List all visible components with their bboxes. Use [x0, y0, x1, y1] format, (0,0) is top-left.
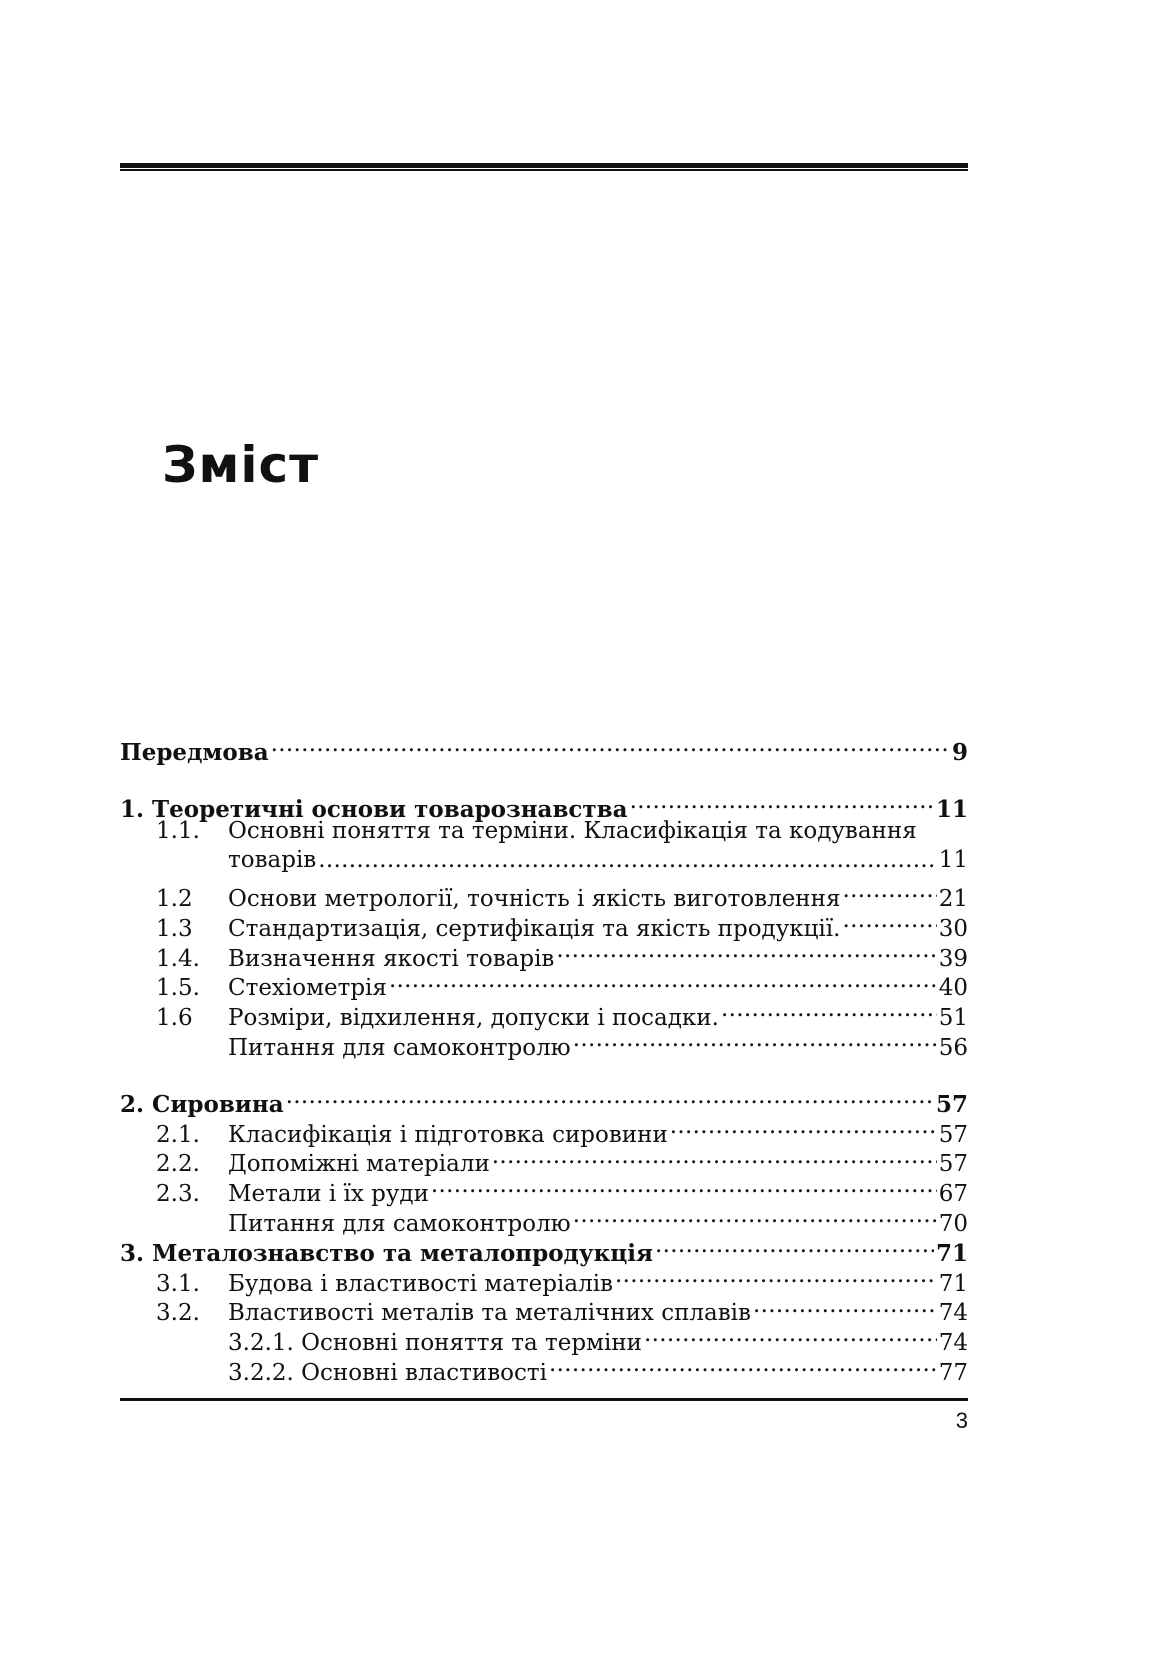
toc-chapter-number: 3. [120, 1239, 145, 1267]
toc-page-number: 57 [938, 1151, 968, 1178]
toc-page-number: 57 [938, 1121, 968, 1148]
toc-section-number: 2.1. [156, 1121, 200, 1148]
toc-section-number: 1.2 [156, 885, 193, 912]
toc-page-number: 40 [938, 975, 968, 1002]
dot-leader [389, 966, 937, 996]
toc-page-number: 9 [951, 738, 968, 766]
toc-page-number: 74 [938, 1300, 968, 1327]
toc-page-number: 74 [938, 1330, 968, 1357]
toc-chapter-title: Металознавство та металопродукція [152, 1239, 653, 1267]
toc-entry-1-1[interactable] [120, 817, 968, 847]
toc-page-number: 11 [935, 795, 968, 823]
toc-section-title: Будова і властивості матеріалів [228, 1270, 614, 1297]
dot-leader [573, 1025, 937, 1055]
toc-section-number: 3.1. [156, 1270, 200, 1297]
dot-leader [615, 1261, 937, 1291]
dot-leader [286, 1082, 934, 1112]
toc-page-number: 71 [938, 1270, 968, 1297]
dot-leader [431, 1171, 937, 1201]
toc-section-title-continued: товарів [228, 847, 317, 874]
toc-section-title: Стандартизація, сертифікація та якість продукції. [228, 915, 841, 942]
dot-leader [670, 1112, 937, 1142]
toc-section-title: Класифікація і підготовка сировини [228, 1121, 668, 1148]
toc-section-number: 1.1. [156, 817, 200, 844]
toc-section-number: 2.3. [156, 1181, 200, 1208]
toc-section-title: Стехіометрія [228, 975, 387, 1002]
toc-page-number: 30 [938, 915, 968, 942]
dot-leader [573, 1201, 937, 1231]
dot-leader [721, 995, 937, 1025]
toc-section-title: Метали і їх руди [228, 1181, 429, 1208]
toc-chapter-title: Теоретичні основи товарознавства [152, 795, 628, 823]
toc-entry-1-1-continued[interactable] [120, 846, 968, 876]
toc-section-title: Основи метрології, точність і якість виготовлення [228, 885, 841, 912]
page-number: 3 [955, 1408, 968, 1433]
toc-page-number: 11 [938, 847, 968, 874]
dot-leader [842, 906, 936, 936]
toc-section-title: Визначення якості товарів [228, 945, 555, 972]
toc-page-number: 70 [938, 1210, 968, 1237]
toc-page-number: 21 [938, 885, 968, 912]
toc-page-number: 77 [938, 1359, 968, 1386]
dot-leader [644, 1320, 937, 1350]
toc-section-number: 2.2. [156, 1151, 200, 1178]
toc-section-number: 3.2. [156, 1300, 200, 1327]
bottom-rule [120, 1398, 968, 1401]
toc-section-title: Властивості металів та металічних сплавів [228, 1300, 751, 1327]
toc-entry-preface[interactable] [120, 730, 968, 766]
toc-entry-1-2[interactable] [120, 876, 968, 912]
toc-page-number: 56 [938, 1034, 968, 1061]
toc-section-title: Питання для самоконтролю [228, 1034, 571, 1061]
toc-chapter-title: Сировина [152, 1090, 284, 1118]
dot-leader [753, 1291, 937, 1321]
toc-chapter-1[interactable] [120, 787, 968, 823]
toc-page-number: 67 [938, 1181, 968, 1208]
toc-section-number: 1.4. [156, 945, 200, 972]
toc-page-number: 57 [935, 1090, 968, 1118]
dot-leader [630, 787, 934, 817]
dot-leader [842, 876, 936, 906]
toc-section-title: Питання для самоконтролю [228, 1210, 571, 1237]
toc-subsection-title: 3.2.1. Основні поняття та терміни [228, 1330, 642, 1357]
toc-section-number: 1.3 [156, 915, 193, 942]
dot-leader [271, 730, 950, 760]
dot-leader [549, 1350, 937, 1380]
dot-leader [318, 846, 936, 876]
toc-page-number: 51 [938, 1005, 968, 1032]
toc-section-title: Основні поняття та терміни. Класифікація та кодування [228, 817, 917, 844]
toc-entry-title: Передмова [120, 738, 269, 766]
toc-page-number: 39 [938, 945, 968, 972]
toc-section-title: Розміри, відхилення, допуски і посадки. [228, 1005, 719, 1032]
toc-page-number: 71 [935, 1239, 968, 1267]
toc-section-title: Допоміжні матеріали [228, 1151, 490, 1178]
toc-chapter-2[interactable] [120, 1082, 968, 1118]
dot-leader [655, 1231, 934, 1261]
toc-chapter-number: 2. [120, 1090, 145, 1118]
toc-chapter-number: 1. [120, 795, 145, 823]
table-of-contents [120, 730, 968, 1386]
dot-leader [556, 936, 936, 966]
toc-section-number: 1.6 [156, 1005, 193, 1032]
toc-subsection-title: 3.2.2. Основні властивості [228, 1359, 547, 1386]
dot-leader [492, 1142, 937, 1172]
page-title: Зміст [162, 436, 320, 494]
top-rule [120, 163, 968, 171]
toc-section-number: 1.5. [156, 975, 200, 1002]
